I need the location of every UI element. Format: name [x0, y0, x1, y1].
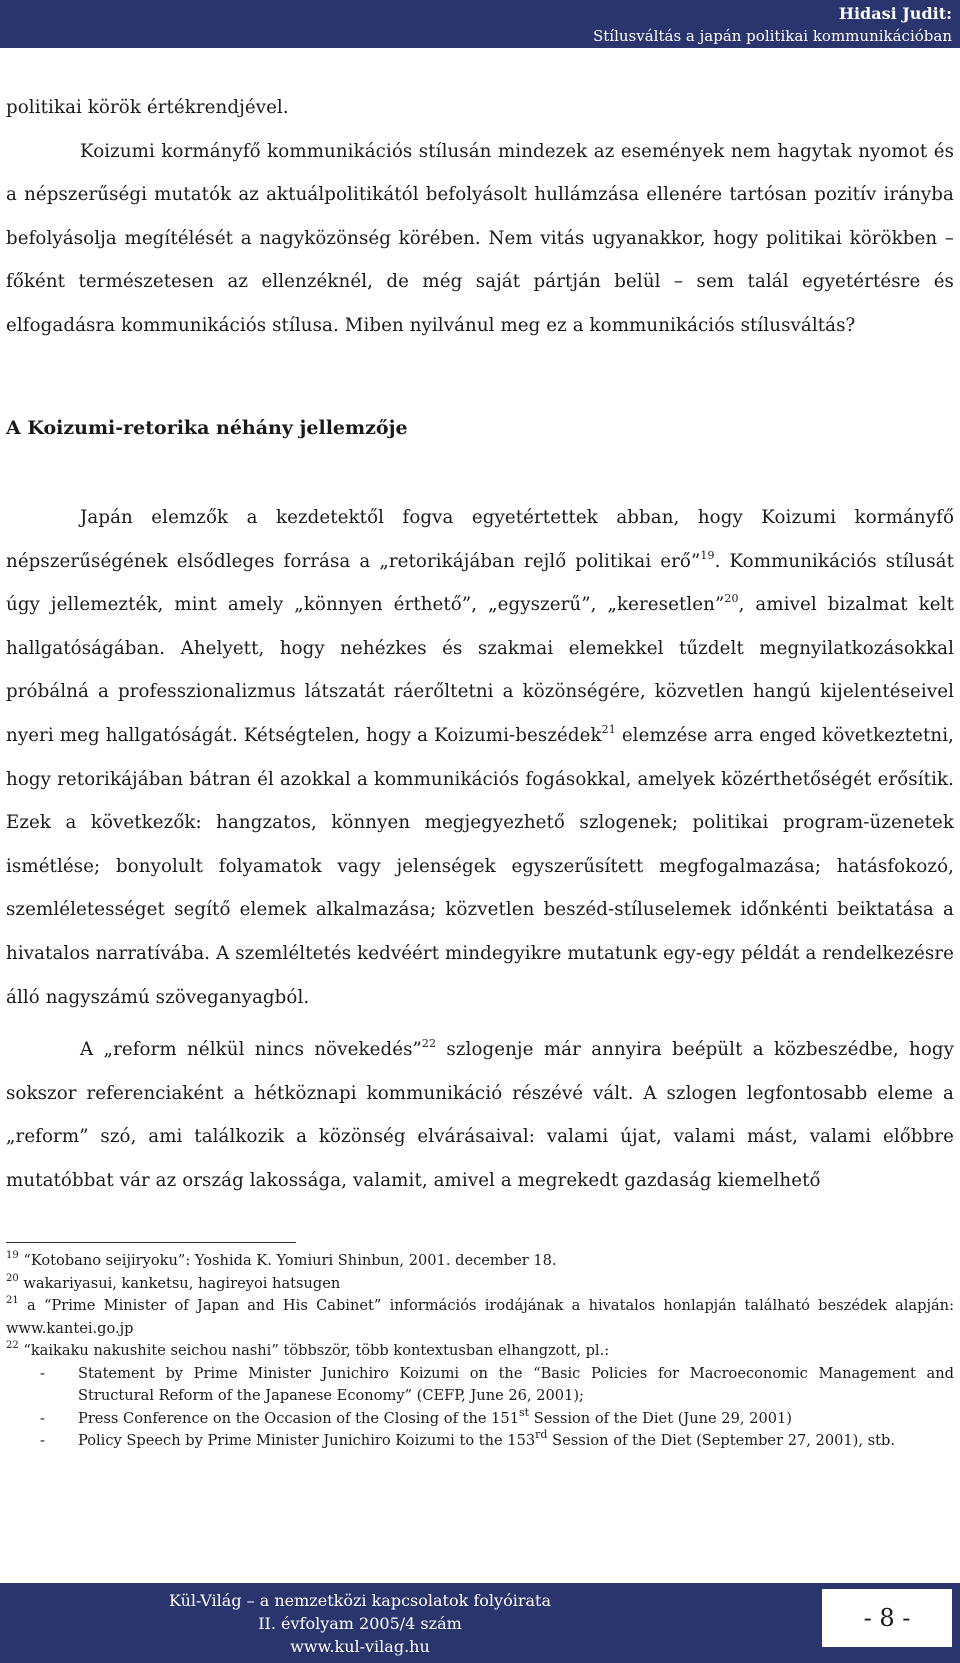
footnote-text: “kaikaku nakushite seichou nashi” többször, több kontextusban elhangzott, pl.: — [18, 1342, 610, 1359]
list-item-text: Statement by Prime Minister Junichiro Koizumi on the “Basic Policies for Macroeconomic Management and Structural Reform of the Japanese Economy” (CEFP, June 26, 2001); — [78, 1364, 954, 1404]
footnotes — [6, 1250, 954, 1453]
text-run: , amivel bizalmat kelt hallgatóságában. Ahelyett, hogy nehézkes és szakmai elemekkel tűzdelt megnyilatkozásokkal próbálná a professzionalizmus látszatát ráerőltetni a közönségére, közvetlen hangú kijelentéseivel nyeri meg hallgatóságát. Kétségtelen, hogy a Koizumi-beszédek — [6, 594, 954, 746]
footnote-text: wakariyasui, kanketsu, hagireyoi hatsugen — [18, 1274, 341, 1292]
text-run: . Kommunikációs stílusát úgy jellemezték, mint amely „könnyen érthető”, „egyszerű”, „keresetlen” — [6, 550, 954, 616]
text-run: Japán elemzők a kezdetektől fogva egyetértettek abban, hogy Koizumi kormányfő népszerűségének elsődleges forrása a „retorikájában rejlő politikai erő” — [6, 507, 954, 572]
footnote-text: a “Prime Minister of Japan and His Cabinet” információs irodájának a hivatalos honlapján található beszédek alapján: www.kantei.go.jp — [6, 1297, 954, 1337]
footnote-22-list — [6, 1363, 954, 1453]
list-item-text: Session of the Diet (June 29, 2001) — [529, 1409, 792, 1427]
footnote-number: 19 — [6, 1250, 19, 1262]
header-subtitle: Stílusváltás a japán politikai kommunikációban — [593, 27, 952, 45]
footnote-20 — [6, 1273, 954, 1296]
paragraph-intro: Koizumi kormányfő kommunikációs stílusán mindezek az események nem hagytak nyomot és a népszerűségi mutatók az aktuálpolitikától befolyásolt hullámzása ellenére tartósan pozitív irányba befolyásolja megítélését a nagyközönség körében. Nem vitás ugyanakkor, hogy politikai körökben – főként természetesen az ellenzéknél, de még saját pártján belül – sem talál egyetértésre és elfogadásra kommunikációs stílusa. Miben nyilvánul meg ez a kommunikációs stílusváltás? — [6, 140, 954, 336]
list-item-text: Session of the Diet (September 27, 2001), stb. — [547, 1432, 895, 1449]
footer-website-link[interactable]: www.kul-vilag.hu — [290, 1637, 430, 1656]
footnote-ref-21[interactable]: 21 — [601, 722, 616, 736]
text-run: elemzése arra enged következtetni, hogy retorikájában bátran él azokkal a kommunikációs fogásokkal, amelyek közérthetőségét erősítik. Ezek a következők: hangzatos, könnyen megjegyezhető szlogenek; politikai program-üzenetek ismétlése; bonyolult folyamatok vagy jelenségek egyszerűsített megfogalmazása; hatásfokozó, szemléletességet segítő elemek alkalmazása; közvetlen beszéd-stíluselemek időnkénti beiktatása a hivatalos narratívába. A szemléltetés kedvéért mindegyikre mutatunk egy-egy példát a rendelkezésre álló nagyszámú szöveganyagból. — [6, 724, 954, 1008]
footnote-text: “Kotobano seijiryoku”: Yoshida K. Yomiuri Shinbun, 2001. december 18. — [18, 1252, 557, 1269]
footnote-ref-19[interactable]: 19 — [700, 548, 715, 562]
article-body — [6, 86, 954, 348]
header-author: Hidasi Judit: — [838, 4, 952, 23]
page-header — [0, 0, 960, 48]
footer-volume: II. évfolyam 2005/4 szám — [258, 1614, 462, 1633]
paragraph-rhetoric — [6, 496, 954, 1019]
ordinal-suffix: rd — [535, 1428, 548, 1442]
text-run: A „reform nélkül nincs növekedés” — [80, 1039, 422, 1060]
page-number: - 8 - — [822, 1589, 952, 1647]
footnote-19 — [6, 1250, 954, 1273]
footer-journal-title: Kül-Világ – a nemzetközi kapcsolatok folyóirata — [169, 1591, 551, 1610]
footnote-22 — [6, 1340, 954, 1363]
text-run: szlogenje már annyira beépült a közbeszédbe, hogy sokszor referenciaként a hétköznapi kommunikáció részévé vált. A szlogen legfontosabb eleme a „reform” szó, ami találkozik a közönség elvárásaival: valami újat, valami mást, valami előbbre mutatóbbat vár az ország lakossága, valamit, amivel a megrekedt gazdaság kiemelhető — [6, 1039, 954, 1191]
footer-journal-info — [0, 1589, 720, 1658]
section-heading: A Koizumi-retorika néhány jellemzője — [6, 417, 408, 439]
footnote-ref-20[interactable]: 20 — [724, 592, 739, 606]
ordinal-suffix: st — [519, 1405, 530, 1419]
footnote-ref-22[interactable]: 22 — [421, 1036, 437, 1050]
footnote-number: 22 — [6, 1340, 19, 1352]
footnote-divider — [6, 1242, 296, 1243]
page-footer — [0, 1583, 960, 1663]
list-item-text: Policy Speech by Prime Minister Junichiro Koizumi to the 153 — [78, 1432, 536, 1449]
dash-bullet: - — [40, 1409, 45, 1427]
list-item — [6, 1363, 954, 1408]
paragraph-reform-slogan — [6, 1028, 954, 1202]
footnote-21 — [6, 1295, 954, 1340]
list-item — [6, 1405, 954, 1431]
footnote-number: 21 — [6, 1295, 19, 1307]
dash-bullet: - — [40, 1364, 45, 1382]
dash-bullet: - — [40, 1432, 45, 1449]
list-item — [6, 1430, 954, 1453]
list-item-text: Press Conference on the Occasion of the Closing of the 151 — [78, 1409, 519, 1427]
paragraph-continued: politikai körök értékrendjével. — [6, 97, 289, 118]
footnote-number: 20 — [6, 1272, 19, 1284]
